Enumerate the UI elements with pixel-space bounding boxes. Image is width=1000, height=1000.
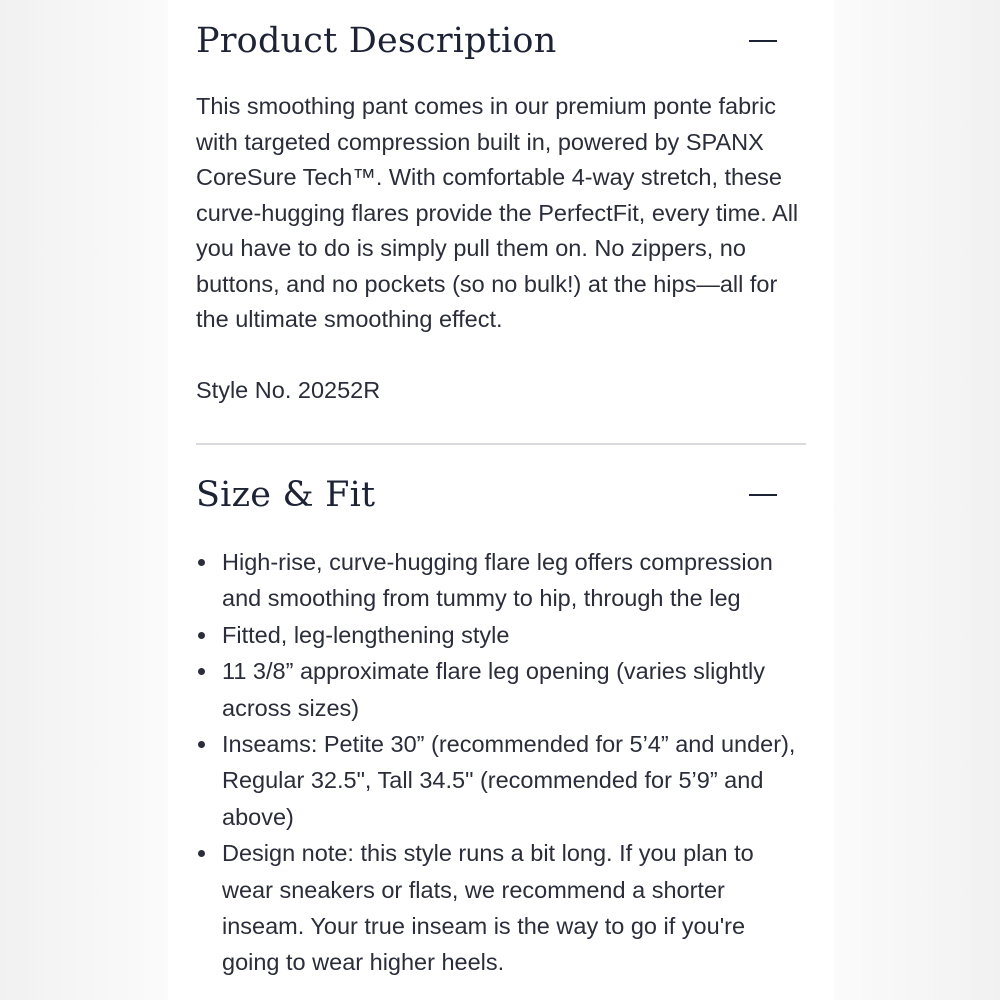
product-description-header[interactable] — [196, 21, 806, 64]
product-details-panel — [168, 0, 834, 1000]
list-item-text: 11 3/8” approximate flare leg opening (varies slightly across sizes) — [222, 658, 765, 721]
list-item — [196, 544, 808, 617]
product-description-collapse-button[interactable] — [748, 29, 778, 53]
list-item — [196, 653, 808, 726]
section-divider — [196, 443, 806, 445]
bullet-icon — [198, 850, 205, 857]
list-item-text: High-rise, curve-hugging flare leg offers compression and smoothing from tummy to hip, through the leg — [222, 549, 773, 612]
bullet-icon — [198, 741, 205, 748]
bullet-icon — [198, 559, 205, 566]
style-number: Style No. 20252R — [196, 377, 381, 403]
product-description-text: This smoothing pant comes in our premium ponte fabric with targeted compression built in, powered by SPANX CoreSure Tech™. With comfortable 4-way stretch, these curve-hugging flares provide the PerfectFit, every time. All you have to do is simply pull them on. No zippers, no buttons, and no pockets (so no bulk!) at the hips—all for the ultimate smoothing effect. — [196, 93, 799, 332]
background-right — [834, 0, 1000, 1000]
list-item-text: Design note: this style runs a bit long. If you plan to wear sneakers or flats, we recommend a shorter inseam. Your true inseam is the way to go if you're going to wear higher heels. — [222, 840, 754, 976]
size-fit-title: Size & Fit — [196, 475, 376, 515]
list-item — [196, 835, 808, 981]
bullet-icon — [198, 632, 205, 639]
list-item — [196, 617, 808, 653]
product-description-title: Product Description — [196, 21, 557, 61]
list-item-text: Inseams: Petite 30” (recommended for 5’4” and under), Regular 32.5", Tall 34.5" (recommended for 5’9” and above) — [222, 731, 796, 830]
size-fit-list — [196, 544, 808, 981]
minus-icon — [749, 40, 777, 42]
size-fit-collapse-button[interactable] — [748, 483, 778, 507]
background-left — [0, 0, 170, 1000]
list-item — [196, 726, 808, 835]
bullet-icon — [198, 668, 205, 675]
list-item-text: Fitted, leg-lengthening style — [222, 621, 510, 648]
size-fit-header[interactable] — [196, 475, 806, 518]
minus-icon — [749, 494, 777, 496]
